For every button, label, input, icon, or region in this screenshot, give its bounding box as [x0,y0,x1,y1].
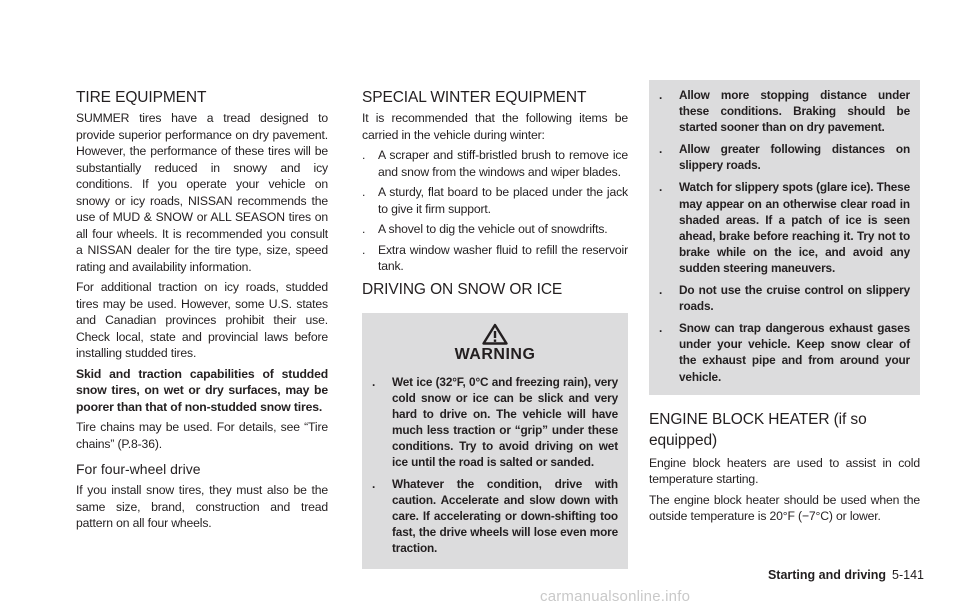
list-item: . A shovel to dig the vehicle out of snowdrifts. [362,222,608,236]
bullet: . [659,180,663,195]
driving-on-snow-heading: DRIVING ON SNOW OR ICE [362,280,563,298]
page-number: 5-141 [892,568,924,582]
engine-block-heater-paragraph-2: The engine block heater should be used when the outside temperature is 20°F (−7°C) or lower. [649,492,920,524]
middle-column [362,88,628,569]
warning-box [362,313,628,569]
warning-item: . Snow can trap dangerous exhaust gases under your vehicle. Keep snow clear of the exhaust pipe and from around your vehicle. [659,321,910,384]
warning-title: WARNING [454,345,536,363]
warning-list-continued [659,87,910,385]
list-item: . A scraper and stiff-bristled brush to remove ice and snow from the windows and wiper blades. [362,148,628,179]
tire-equipment-paragraph-1: SUMMER tires have a tread designed to provide superior performance on dry pavement. However, the performance of these tires will be substantially reduced in snowy and icy conditions. If you operate your vehicle on snowy or icy roads, NISSAN recommends the use of MUD & SNOW or ALL SEASON tires on all four wheels. It is recommended you consult a NISSAN dealer for the tire type, size, speed rating and availability information. [76,111,328,274]
engine-block-heater-heading: ENGINE BLOCK HEATER (if so equipped) [649,410,867,449]
left-column [76,88,328,532]
warning-item: . Allow more stopping distance under these conditions. Braking should be started sooner than on dry pavement. [659,88,910,135]
winter-equipment-list [362,147,628,275]
page-footer [768,568,924,582]
winter-equipment-intro: It is recommended that the following items be carried in the vehicle during winter: [362,111,628,142]
warning-item: . Wet ice (32°F, 0°C and freezing rain), very cold snow or ice can be slick and very hard to drive on. The vehicle will have much less traction or “grip” under these conditions. Try to avoid driving on wet ice until the road is salted or sanded. [372,374,618,469]
bullet: . [659,142,663,157]
four-wheel-drive-subheading: For four-wheel drive [76,461,201,477]
list-item: . Extra window washer fluid to refill the reservoir tank. [362,242,628,273]
tire-equipment-heading: TIRE EQUIPMENT [76,89,207,106]
winter-equipment-heading: SPECIAL WINTER EQUIPMENT [362,89,587,106]
warning-list [372,374,618,557]
engine-block-heater-paragraph-1: Engine block heaters are used to assist in cold temperature starting. [649,455,920,487]
bullet: . [659,88,663,102]
watermark: carmanualsonline.info [540,588,691,605]
warning-item: . Watch for slippery spots (glare ice). These may appear on an otherwise clear road in shaded areas. If a patch of ice is seen ahead, brake before reaching it. Try not to brake while on the ice, and avoid any sudden steering maneuvers. [659,180,910,275]
warning-box-continued [649,80,920,395]
tire-chains-paragraph: Tire chains may be used. For details, see “Tire chains” (P.8-36). [76,420,328,451]
tire-equipment-paragraph-2: For additional traction on icy roads, studded tires may be used. However, some U.S. states and Canadian provinces prohibit their use. Check local, state and provincial laws before installing studded tires. [76,280,328,360]
bullet: . [372,374,376,389]
four-wheel-drive-paragraph: If you install snow tires, they must also be the same size, brand, construction and tread pattern on all four wheels. [76,483,328,530]
bullet: . [362,148,366,162]
warning-header [372,323,618,364]
list-item: . A sturdy, flat board to be placed under the jack to give it firm support. [362,185,628,216]
bullet: . [362,185,366,199]
warning-item: . Whatever the condition, drive with caution. Accelerate and slow down with care. If accelerating or down-shifting too fast, the drive wheels will lose even more traction. [372,477,618,556]
bullet: . [372,477,376,492]
bullet: . [362,242,366,257]
studded-tire-note: Skid and traction capabilities of studded snow tires, on wet or dry surfaces, may be poorer than that of non-studded snow tires. [76,366,328,414]
bullet: . [659,283,663,298]
bullet: . [362,222,366,236]
warning-item: . Allow greater following distances on slippery roads. [659,142,910,173]
section-name: Starting and driving [767,568,887,582]
warning-item: . Do not use the cruise control on slippery roads. [659,283,910,314]
warning-triangle-icon [482,323,508,345]
right-column [649,88,920,525]
bullet: . [659,321,663,336]
